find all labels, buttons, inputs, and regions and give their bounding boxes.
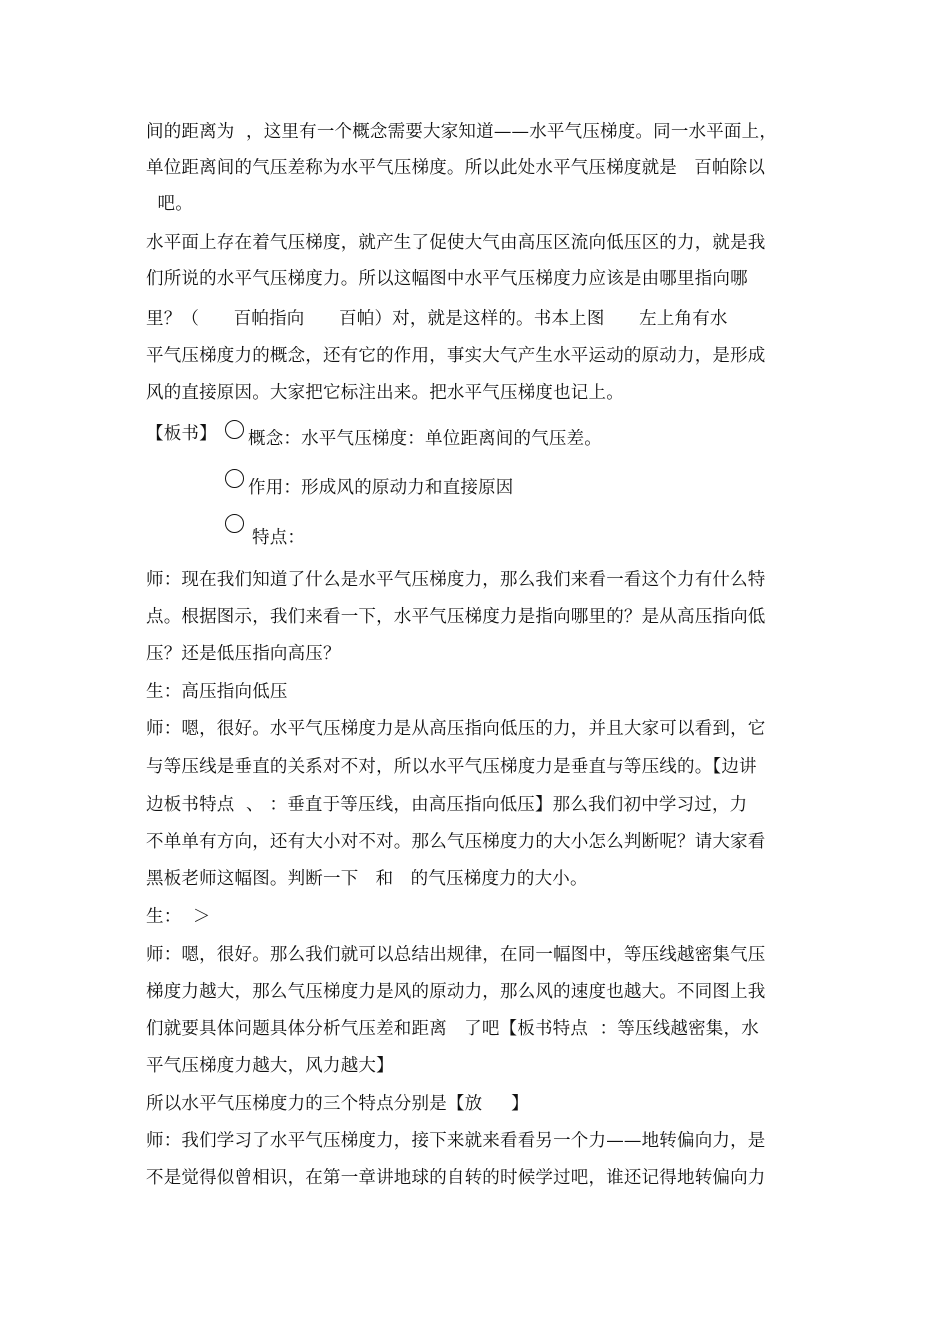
board-label: 【板书】 xyxy=(146,424,217,444)
board-item-features: 特点： xyxy=(252,528,306,548)
text-line: 吧。 xyxy=(146,194,193,214)
board-item-concept: 概念：水平气压梯度：单位距离间的气压差。 xyxy=(248,429,602,449)
circle-marker-icon xyxy=(225,514,244,533)
text-line: 水平面上存在着气压梯度，就产生了促使大气由高压区流向低压区的力，就是我 xyxy=(146,233,766,253)
circle-marker-icon xyxy=(225,469,244,488)
board-item-function: 作用：形成风的原动力和直接原因 xyxy=(248,478,514,498)
text-line: 里？（ 百帕指向 百帕）对，就是这样的。书本上图 左上角有水 xyxy=(146,309,728,329)
text-line: 生： ＞ xyxy=(146,907,211,927)
text-line: 点。根据图示，我们来看一下，水平气压梯度力是指向哪里的？是从高压指向低 xyxy=(146,607,766,627)
text-line: 所以水平气压梯度力的三个特点分别是【放 】 xyxy=(146,1094,529,1114)
text-line: 黑板老师这幅图。判断一下 和 的气压梯度力的大小。 xyxy=(146,869,588,889)
text-line: 单位距离间的气压差称为水平气压梯度。所以此处水平气压梯度就是 百帕除以 xyxy=(146,158,766,178)
text-line: 平气压梯度力越大，风力越大】 xyxy=(146,1056,394,1076)
text-line: 平气压梯度力的概念，还有它的作用，事实大气产生水平运动的原动力，是形成 xyxy=(146,346,766,366)
text-line: 师：嗯，很好。那么我们就可以总结出规律，在同一幅图中，等压线越密集气压 xyxy=(146,945,766,965)
text-line: 不单单有方向，还有大小对不对。那么气压梯度力的大小怎么判断呢？请大家看 xyxy=(146,832,766,852)
text-line: 与等压线是垂直的关系对不对，所以水平气压梯度力是垂直与等压线的。【边讲 xyxy=(146,757,757,777)
text-line: 边板书特点 、 ：垂直于等压线，由高压指向低压】那么我们初中学习过，力 xyxy=(146,795,748,815)
text-line: 们所说的水平气压梯度力。所以这幅图中水平气压梯度力应该是由哪里指向哪 xyxy=(146,269,748,289)
text-line: 们就要具体问题具体分析气压差和距离 了吧【板书特点 ：等压线越密集，水 xyxy=(146,1019,759,1039)
text-line: 生：高压指向低压 xyxy=(146,682,288,702)
text-line: 风的直接原因。大家把它标注出来。把水平气压梯度也记上。 xyxy=(146,383,624,403)
text-line: 师：现在我们知道了什么是水平气压梯度力，那么我们来看一看这个力有什么特 xyxy=(146,570,766,590)
text-line: 师：我们学习了水平气压梯度力，接下来就来看看另一个力——地转偏向力，是 xyxy=(146,1131,766,1151)
text-line: 梯度力越大，那么气压梯度力是风的原动力，那么风的速度也越大。不同图上我 xyxy=(146,982,766,1002)
text-line: 不是觉得似曾相识，在第一章讲地球的自转的时候学过吧，谁还记得地转偏向力 xyxy=(146,1168,766,1188)
text-line: 间的距离为 ，这里有一个概念需要大家知道——水平气压梯度。同一水平面上， xyxy=(146,122,778,142)
text-line: 师：嗯，很好。水平气压梯度力是从高压指向低压的力，并且大家可以看到，它 xyxy=(146,719,766,739)
circle-marker-icon xyxy=(225,420,244,439)
text-line: 压？还是低压指向高压？ xyxy=(146,644,341,664)
